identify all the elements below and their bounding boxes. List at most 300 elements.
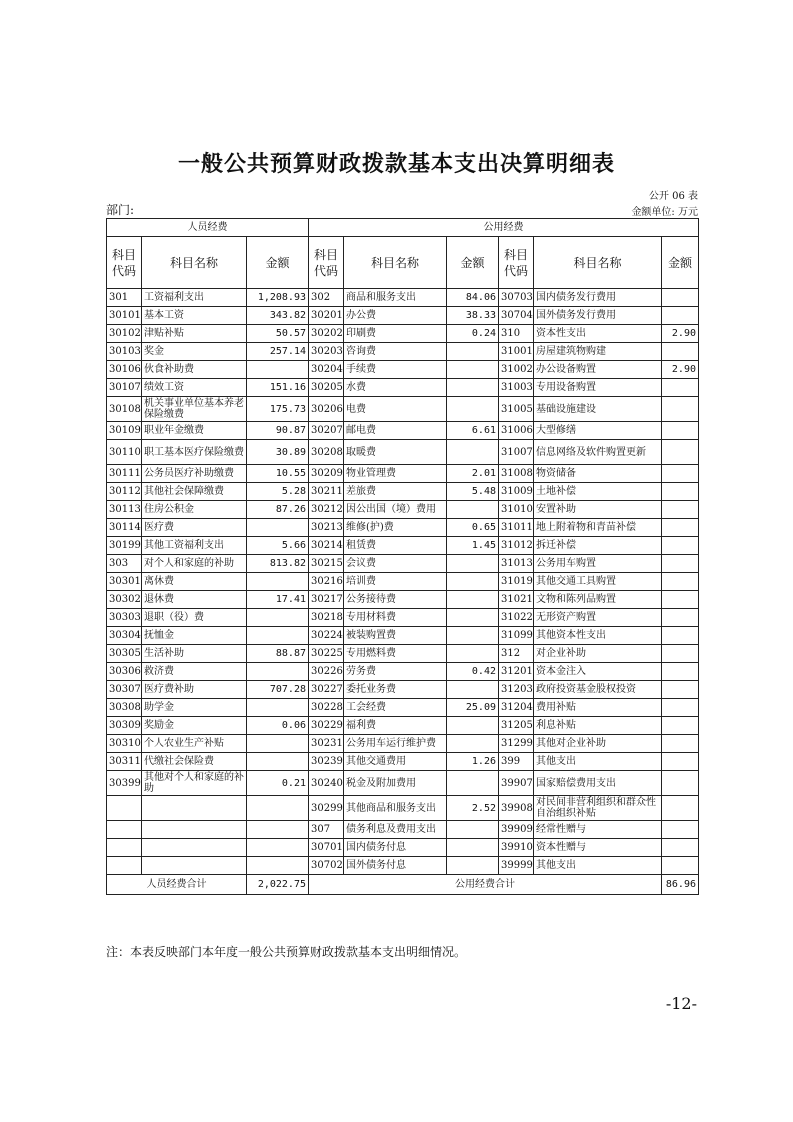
name-cell: 国内债务发行费用 (534, 289, 662, 307)
amount-cell (447, 735, 499, 753)
name-cell: 无形资产购置 (534, 609, 662, 627)
amount-cell: 1.26 (447, 753, 499, 771)
amount-cell (447, 397, 499, 422)
amount-cell (662, 465, 699, 483)
unit-label: 金额单位: 万元 (631, 207, 698, 218)
code-cell: 39907 (499, 771, 534, 796)
table-row (107, 325, 699, 343)
name-cell: 退休费 (142, 591, 247, 609)
code-cell: 30109 (107, 422, 142, 440)
name-cell: 物业管理费 (344, 465, 447, 483)
code-cell: 30215 (309, 555, 344, 573)
name-cell: 公务接待费 (344, 591, 447, 609)
name-cell: 咨询费 (344, 343, 447, 361)
amount-cell: 5.66 (247, 537, 309, 555)
amount-cell (662, 663, 699, 681)
name-cell: 其他对个人和家庭的补助 (142, 771, 247, 796)
name-cell: 抚恤金 (142, 627, 247, 645)
name-cell: 被装购置费 (344, 627, 447, 645)
amount-cell: 0.24 (447, 325, 499, 343)
amount-cell: 38.33 (447, 307, 499, 325)
name-cell: 伙食补助费 (142, 361, 247, 379)
name-cell: 安置补助 (534, 501, 662, 519)
code-cell: 31203 (499, 681, 534, 699)
amount-cell: 5.48 (447, 483, 499, 501)
amount-cell (247, 753, 309, 771)
name-cell: 维修(护)费 (344, 519, 447, 537)
name-cell: 对个人和家庭的补助 (142, 555, 247, 573)
amount-cell (447, 717, 499, 735)
code-cell: 30217 (309, 591, 344, 609)
code-cell: 30216 (309, 573, 344, 591)
expenditure-table (106, 218, 699, 895)
amount-cell (662, 537, 699, 555)
amount-cell (662, 796, 699, 821)
amount-cell (247, 857, 309, 875)
name-cell: 个人农业生产补贴 (142, 735, 247, 753)
amount-cell (447, 361, 499, 379)
name-cell: 费用补贴 (534, 699, 662, 717)
amount-cell: 0.65 (447, 519, 499, 537)
code-cell: 30703 (499, 289, 534, 307)
amount-cell: 2.52 (447, 796, 499, 821)
amount-cell: 0.42 (447, 663, 499, 681)
name-cell: 公务用车运行维护费 (344, 735, 447, 753)
amount-cell: 50.57 (247, 325, 309, 343)
name-cell: 水费 (344, 379, 447, 397)
code-cell: 30213 (309, 519, 344, 537)
code-cell: 31205 (499, 717, 534, 735)
code-cell: 31013 (499, 555, 534, 573)
amount-cell: 30.89 (247, 440, 309, 465)
amount-cell: 88.87 (247, 645, 309, 663)
amount-cell: 707.28 (247, 681, 309, 699)
code-cell: 31011 (499, 519, 534, 537)
name-cell: 其他支出 (534, 857, 662, 875)
table-row (107, 771, 699, 796)
name-cell: 手续费 (344, 361, 447, 379)
code-cell: 30239 (309, 753, 344, 771)
code-cell: 39999 (499, 857, 534, 875)
personnel-total-label: 人员经费合计 (107, 875, 247, 895)
name-cell: 公务用车购置 (534, 555, 662, 573)
name-cell: 其他社会保障缴费 (142, 483, 247, 501)
code-cell: 31003 (499, 379, 534, 397)
table-row (107, 537, 699, 555)
name-cell: 职工基本医疗保险缴费 (142, 440, 247, 465)
amount-cell: 90.87 (247, 422, 309, 440)
table-row (107, 663, 699, 681)
amount-cell (662, 307, 699, 325)
amount-cell: 2.01 (447, 465, 499, 483)
code-cell: 312 (499, 645, 534, 663)
table-row (107, 591, 699, 609)
name-cell: 奖金 (142, 343, 247, 361)
code-cell: 30207 (309, 422, 344, 440)
table-row (107, 501, 699, 519)
code-cell: 31099 (499, 627, 534, 645)
table-row (107, 609, 699, 627)
name-cell: 培训费 (344, 573, 447, 591)
table-row (107, 343, 699, 361)
amount-cell (247, 573, 309, 591)
name-cell: 救济费 (142, 663, 247, 681)
code-cell: 31019 (499, 573, 534, 591)
code-cell: 30301 (107, 573, 142, 591)
page-number: -12- (665, 994, 697, 1013)
code-cell: 30228 (309, 699, 344, 717)
table-row (107, 519, 699, 537)
code-cell (107, 821, 142, 839)
amount-cell: 813.82 (247, 555, 309, 573)
name-cell: 资本性赠与 (534, 839, 662, 857)
amount-cell: 17.41 (247, 591, 309, 609)
table-row (107, 699, 699, 717)
code-cell: 30311 (107, 753, 142, 771)
code-cell: 30103 (107, 343, 142, 361)
name-cell (142, 796, 247, 821)
code-cell: 30224 (309, 627, 344, 645)
code-cell: 31204 (499, 699, 534, 717)
code-cell: 31299 (499, 735, 534, 753)
code-cell: 303 (107, 555, 142, 573)
amount-cell (662, 379, 699, 397)
code-cell: 30212 (309, 501, 344, 519)
code-cell: 30701 (309, 839, 344, 857)
code-cell: 31021 (499, 591, 534, 609)
name-cell: 公务员医疗补助缴费 (142, 465, 247, 483)
name-cell: 其他对企业补助 (534, 735, 662, 753)
code-cell: 31022 (499, 609, 534, 627)
name-cell: 其他交通费用 (344, 753, 447, 771)
amount-cell (447, 821, 499, 839)
name-cell: 国内债务付息 (344, 839, 447, 857)
amount-cell (247, 627, 309, 645)
name-cell: 地上附着物和青苗补偿 (534, 519, 662, 537)
page-title: 一般公共预算财政拨款基本支出决算明细表 (177, 152, 615, 177)
amount-cell: 343.82 (247, 307, 309, 325)
name-cell: 政府投资基金股权投资 (534, 681, 662, 699)
name-cell (142, 839, 247, 857)
name-cell: 其他工资福利支出 (142, 537, 247, 555)
name-cell: 经常性赠与 (534, 821, 662, 839)
amount-cell (447, 591, 499, 609)
code-cell: 31008 (499, 465, 534, 483)
amount-cell (662, 699, 699, 717)
amount-cell (247, 839, 309, 857)
name-cell: 工会经费 (344, 699, 447, 717)
code-cell: 31002 (499, 361, 534, 379)
amount-cell: 0.06 (247, 717, 309, 735)
code-cell: 30309 (107, 717, 142, 735)
name-cell: 拆迁补偿 (534, 537, 662, 555)
name-cell: 资本性支出 (534, 325, 662, 343)
group-header-public: 公用经费 (309, 219, 699, 237)
amount-cell: 6.61 (447, 422, 499, 440)
name-cell: 物资储备 (534, 465, 662, 483)
code-cell: 30108 (107, 397, 142, 422)
amount-cell (447, 501, 499, 519)
amount-cell (662, 681, 699, 699)
table-row (107, 839, 699, 857)
amount-cell (662, 555, 699, 573)
code-cell: 30310 (107, 735, 142, 753)
col-header-code: 科目 代码 (107, 237, 142, 289)
name-cell: 其他商品和服务支出 (344, 796, 447, 821)
amount-cell (662, 591, 699, 609)
amount-cell (247, 699, 309, 717)
amount-cell (662, 573, 699, 591)
code-cell (107, 839, 142, 857)
name-cell: 生活补助 (142, 645, 247, 663)
code-cell: 30308 (107, 699, 142, 717)
table-row (107, 361, 699, 379)
code-cell: 30299 (309, 796, 344, 821)
code-cell: 30302 (107, 591, 142, 609)
code-cell: 30209 (309, 465, 344, 483)
name-cell (142, 821, 247, 839)
name-cell: 专用材料费 (344, 609, 447, 627)
table-row (107, 555, 699, 573)
code-cell: 39910 (499, 839, 534, 857)
amount-cell: 1.45 (447, 537, 499, 555)
code-cell: 30203 (309, 343, 344, 361)
code-cell: 30702 (309, 857, 344, 875)
code-cell: 30202 (309, 325, 344, 343)
amount-cell (662, 645, 699, 663)
amount-cell (447, 555, 499, 573)
code-cell: 30204 (309, 361, 344, 379)
code-cell: 30199 (107, 537, 142, 555)
amount-cell (662, 857, 699, 875)
table-row (107, 307, 699, 325)
amount-cell (662, 771, 699, 796)
name-cell: 取暖费 (344, 440, 447, 465)
table-row (107, 422, 699, 440)
code-cell: 30106 (107, 361, 142, 379)
name-cell: 基本工资 (142, 307, 247, 325)
table-row (107, 573, 699, 591)
name-cell: 差旅费 (344, 483, 447, 501)
code-cell: 30704 (499, 307, 534, 325)
form-number: 公开 06 表 (648, 191, 698, 202)
code-cell: 30214 (309, 537, 344, 555)
group-header-personnel: 人员经费 (107, 219, 309, 237)
code-cell: 30113 (107, 501, 142, 519)
name-cell: 福利费 (344, 717, 447, 735)
amount-cell: 10.55 (247, 465, 309, 483)
amount-cell (662, 422, 699, 440)
amount-cell: 151.16 (247, 379, 309, 397)
code-cell: 39909 (499, 821, 534, 839)
code-cell: 30201 (309, 307, 344, 325)
amount-cell (662, 821, 699, 839)
col-header-code: 科目 代码 (499, 237, 534, 289)
code-cell: 31012 (499, 537, 534, 555)
name-cell: 退职（役）费 (142, 609, 247, 627)
code-cell: 307 (309, 821, 344, 839)
amount-cell (662, 440, 699, 465)
col-header-amount: 金额 (662, 237, 699, 289)
name-cell: 文物和陈列品购置 (534, 591, 662, 609)
name-cell: 信息网络及软件购置更新 (534, 440, 662, 465)
amount-cell (447, 627, 499, 645)
table-row (107, 397, 699, 422)
name-cell: 商品和服务支出 (344, 289, 447, 307)
code-cell: 30107 (107, 379, 142, 397)
name-cell: 租赁费 (344, 537, 447, 555)
code-cell: 30206 (309, 397, 344, 422)
name-cell: 助学金 (142, 699, 247, 717)
amount-cell (447, 681, 499, 699)
code-cell: 31007 (499, 440, 534, 465)
code-cell: 30111 (107, 465, 142, 483)
table-row (107, 753, 699, 771)
table-row (107, 289, 699, 307)
amount-cell: 25.09 (447, 699, 499, 717)
name-cell: 离休费 (142, 573, 247, 591)
code-cell: 30305 (107, 645, 142, 663)
table-row (107, 465, 699, 483)
public-total-label: 公用经费合计 (309, 875, 662, 895)
code-cell: 399 (499, 753, 534, 771)
amount-cell: 2.90 (662, 361, 699, 379)
code-cell: 30226 (309, 663, 344, 681)
name-cell: 其他交通工具购置 (534, 573, 662, 591)
col-header-amount: 金额 (447, 237, 499, 289)
code-cell: 30231 (309, 735, 344, 753)
table-row (107, 735, 699, 753)
personnel-total-amount: 2,022.75 (247, 875, 309, 895)
amount-cell (662, 717, 699, 735)
amount-cell (447, 343, 499, 361)
amount-cell (247, 821, 309, 839)
code-cell: 30225 (309, 645, 344, 663)
name-cell: 住房公积金 (142, 501, 247, 519)
table-row (107, 483, 699, 501)
code-cell: 301 (107, 289, 142, 307)
table-row (107, 440, 699, 465)
name-cell: 会议费 (344, 555, 447, 573)
amount-cell (447, 573, 499, 591)
col-header-amount: 金额 (247, 237, 309, 289)
footnote: 注：本表反映部门本年度一般公共预算财政拨款基本支出明细情况。 (106, 945, 467, 959)
col-header-name: 科目名称 (534, 237, 662, 289)
name-cell: 医疗费 (142, 519, 247, 537)
col-header-name: 科目名称 (344, 237, 447, 289)
code-cell: 30303 (107, 609, 142, 627)
code-cell: 30211 (309, 483, 344, 501)
name-cell: 代缴社会保险费 (142, 753, 247, 771)
code-cell: 30304 (107, 627, 142, 645)
name-cell: 机关事业单位基本养老保险缴费 (142, 397, 247, 422)
name-cell: 大型修缮 (534, 422, 662, 440)
table-row (107, 645, 699, 663)
amount-cell (662, 839, 699, 857)
name-cell: 土地补偿 (534, 483, 662, 501)
table-row (107, 821, 699, 839)
code-cell: 31201 (499, 663, 534, 681)
col-header-code: 科目 代码 (309, 237, 344, 289)
amount-cell (447, 609, 499, 627)
amount-cell: 0.21 (247, 771, 309, 796)
code-cell (107, 857, 142, 875)
code-cell: 302 (309, 289, 344, 307)
name-cell: 奖励金 (142, 717, 247, 735)
name-cell: 工资福利支出 (142, 289, 247, 307)
name-cell: 对民间非营利组织和群众性自治组织补贴 (534, 796, 662, 821)
name-cell: 对企业补助 (534, 645, 662, 663)
amount-cell (662, 609, 699, 627)
table-row (107, 796, 699, 821)
amount-cell (447, 440, 499, 465)
name-cell: 其他支出 (534, 753, 662, 771)
name-cell: 绩效工资 (142, 379, 247, 397)
code-cell: 31010 (499, 501, 534, 519)
code-cell (107, 796, 142, 821)
name-cell: 津贴补贴 (142, 325, 247, 343)
code-cell: 30240 (309, 771, 344, 796)
name-cell: 专用燃料费 (344, 645, 447, 663)
amount-cell (247, 519, 309, 537)
name-cell: 其他资本性支出 (534, 627, 662, 645)
name-cell: 邮电费 (344, 422, 447, 440)
amount-cell (247, 609, 309, 627)
amount-cell (662, 753, 699, 771)
amount-cell (662, 735, 699, 753)
code-cell: 30227 (309, 681, 344, 699)
table-row (107, 681, 699, 699)
name-cell: 利息补贴 (534, 717, 662, 735)
amount-cell (662, 483, 699, 501)
code-cell: 30110 (107, 440, 142, 465)
code-cell: 39908 (499, 796, 534, 821)
table-row (107, 379, 699, 397)
name-cell: 国家赔偿费用支出 (534, 771, 662, 796)
table-row (107, 857, 699, 875)
name-cell: 资本金注入 (534, 663, 662, 681)
amount-cell (662, 501, 699, 519)
code-cell: 30208 (309, 440, 344, 465)
name-cell: 委托业务费 (344, 681, 447, 699)
name-cell: 办公设备购置 (534, 361, 662, 379)
amount-cell (247, 735, 309, 753)
amount-cell: 84.06 (447, 289, 499, 307)
amount-cell (662, 397, 699, 422)
amount-cell (662, 343, 699, 361)
name-cell: 基础设施建设 (534, 397, 662, 422)
department-label: 部门: (106, 203, 135, 217)
name-cell: 办公费 (344, 307, 447, 325)
code-cell: 30101 (107, 307, 142, 325)
amount-cell (662, 519, 699, 537)
amount-cell: 1,208.93 (247, 289, 309, 307)
amount-cell (247, 663, 309, 681)
name-cell: 专用设备购置 (534, 379, 662, 397)
amount-cell: 175.73 (247, 397, 309, 422)
amount-cell (447, 379, 499, 397)
amount-cell (447, 771, 499, 796)
amount-cell (247, 796, 309, 821)
code-cell: 31005 (499, 397, 534, 422)
amount-cell (447, 857, 499, 875)
code-cell: 30399 (107, 771, 142, 796)
amount-cell: 5.28 (247, 483, 309, 501)
amount-cell (662, 627, 699, 645)
amount-cell (447, 839, 499, 857)
name-cell (142, 857, 247, 875)
code-cell: 30112 (107, 483, 142, 501)
